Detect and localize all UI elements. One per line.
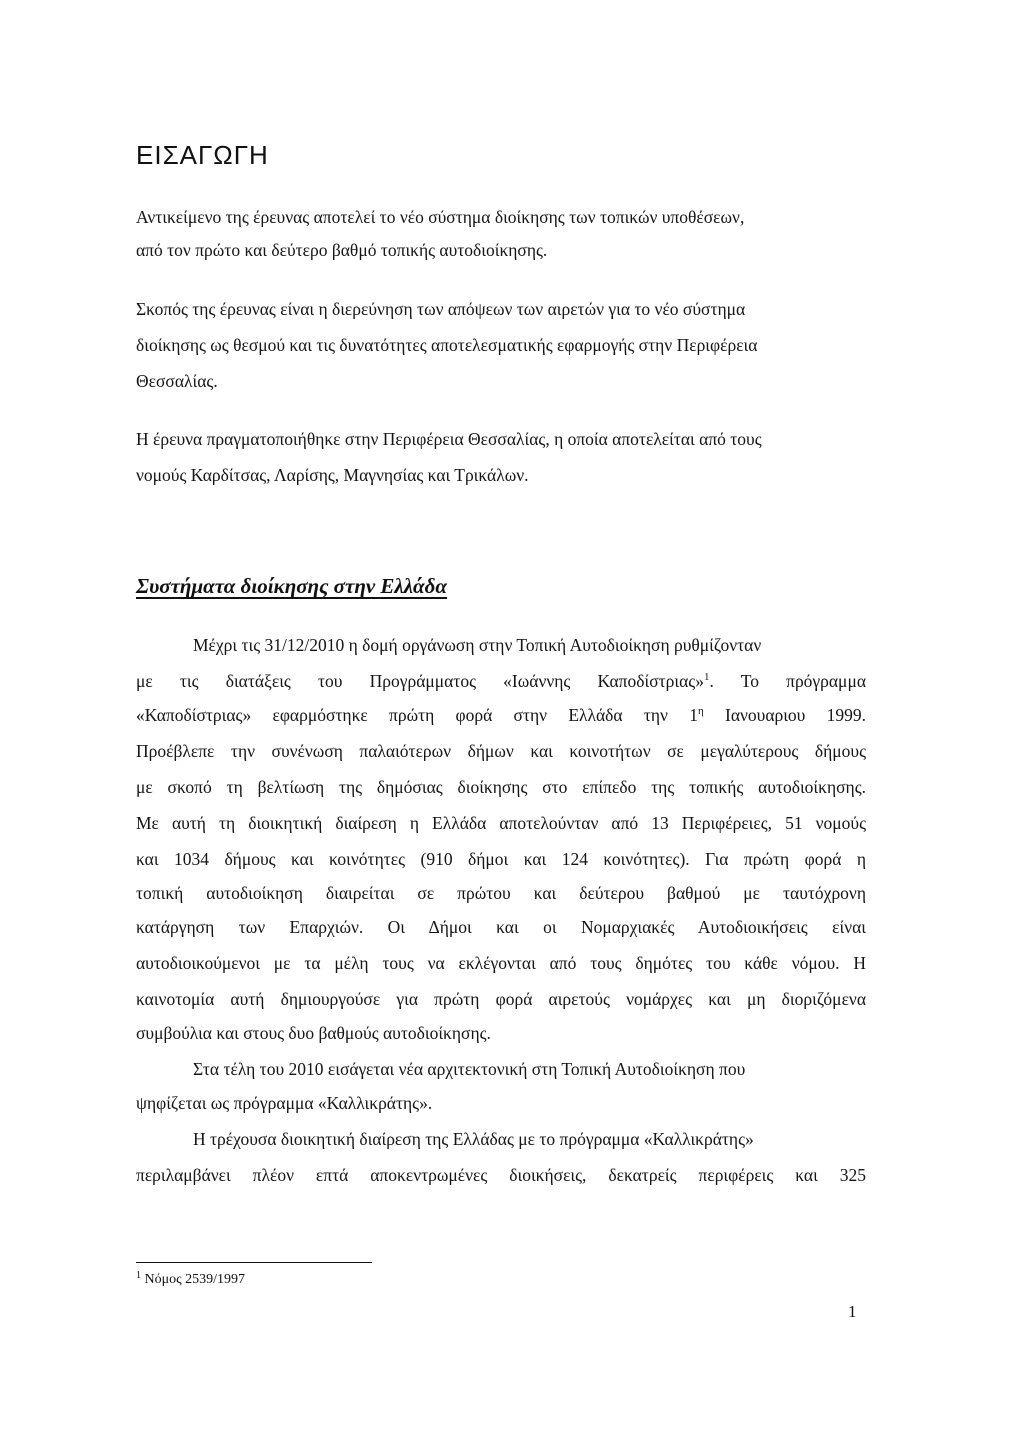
body-line: κατάργηση των Επαρχιών. Οι Δήμοι και οι Νομαρχιακές Αυτοδιοικήσεις είναι <box>136 917 866 937</box>
body-text: Ιανουαριου 1999. <box>703 705 866 725</box>
body-line: Προέβλεπε την συνένωση παλαιότερων δήμων και κοινοτήτων σε μεγαλύτερους δήμους <box>136 741 866 761</box>
body-line: Στα τέλη του 2010 εισάγεται νέα αρχιτεκτονική στη Τοπική Αυτοδιοίκηση που <box>193 1059 746 1079</box>
body-text: με τις διατάξεις του Προγράμματος «Ιωάννης Καποδίστριας» <box>136 671 704 691</box>
body-line <box>136 704 866 726</box>
body-line: Με αυτή τη διοικητική διαίρεση η Ελλάδα αποτελούνταν από 13 Περιφέρειες, 51 νομούς <box>136 813 866 833</box>
page-heading: ΕΙΣΑΓΩΓΗ <box>136 140 269 170</box>
body-line: Μέχρι τις 31/12/2010 η δομή οργάνωση στην Τοπική Αυτοδιοίκηση ρυθμίζονταν <box>193 635 762 655</box>
footnote-text: Νόμος 2539/1997 <box>141 1272 246 1287</box>
body-text: . Το πρόγραμμα <box>709 671 866 691</box>
body-line: αυτοδιοικούμενοι με τα μέλη τους να εκλέγονται από τους δημότες του κάθε νόμου. Η <box>136 953 866 973</box>
body-line: περιλαμβάνει πλέον επτά αποκεντρωμένες διοικήσεις, δεκατρείς περιφέρεις και 325 <box>136 1165 866 1185</box>
body-line: και 1034 δήμους και κοινότητες (910 δήμοι και 124 κοινότητες). Για πρώτη φορά η <box>136 849 866 869</box>
intro-line: Σκοπός της έρευνας είναι η διερεύνηση των απόψεων των αιρετών για το νέο σύστημα <box>136 299 746 319</box>
body-line: συμβούλια και στους δυο βαθμούς αυτοδιοίκησης. <box>136 1023 491 1043</box>
section-subheading: Συστήματα διοίκησης στην Ελλάδα <box>136 574 448 598</box>
body-line: με σκοπό τη βελτίωση της δημόσιας διοίκησης στο επίπεδο της τοπικής αυτοδιοίκησης. <box>136 777 866 797</box>
body-text: «Καποδίστριας» εφαρμόστηκε πρώτη φορά στην Ελλάδα την 1 <box>136 705 698 725</box>
body-line: Η τρέχουσα διοικητική διαίρεση της Ελλάδας με το πρόγραμμα «Καλλικράτης» <box>193 1129 754 1149</box>
intro-line: Θεσσαλίας. <box>136 371 218 391</box>
footnote-ref: 1 <box>703 671 710 683</box>
body-line: καινοτομία αυτή δημιουργούσε για πρώτη φορά αιρετούς νομάρχες και μη διοριζόμενα <box>136 989 866 1009</box>
intro-line: νομούς Καρδίτσας, Λαρίσης, Μαγνησίας και Τρικάλων. <box>136 465 529 485</box>
intro-line: διοίκησης ως θεσμού και τις δυνατότητες αποτελεσματικής εφαρμογής στην Περιφέρεια <box>136 335 758 355</box>
page-number: 1 <box>848 1302 857 1321</box>
body-line: ψηφίζεται ως πρόγραμμα «Καλλικράτης». <box>136 1093 433 1113</box>
intro-line: Αντικείμενο της έρευνας αποτελεί το νέο σύστημα διοίκησης των τοπικών υποθέσεων, <box>136 207 745 227</box>
body-line: τοπική αυτοδιοίκηση διαιρείται σε πρώτου και δεύτερου βαθμού με ταυτόχρονη <box>136 883 866 903</box>
footnote <box>136 1272 245 1288</box>
ordinal-sup: η <box>697 705 704 717</box>
intro-line: από τον πρώτο και δεύτερο βαθμό τοπικής αυτοδιοίκησης. <box>136 240 548 260</box>
footnote-separator <box>136 1262 372 1263</box>
footnote-marker: 1 <box>136 1270 141 1281</box>
body-line <box>136 670 866 692</box>
intro-line: Η έρευνα πραγματοποιήθηκε στην Περιφέρεια Θεσσαλίας, η οποία αποτελείται από τους <box>136 429 762 449</box>
